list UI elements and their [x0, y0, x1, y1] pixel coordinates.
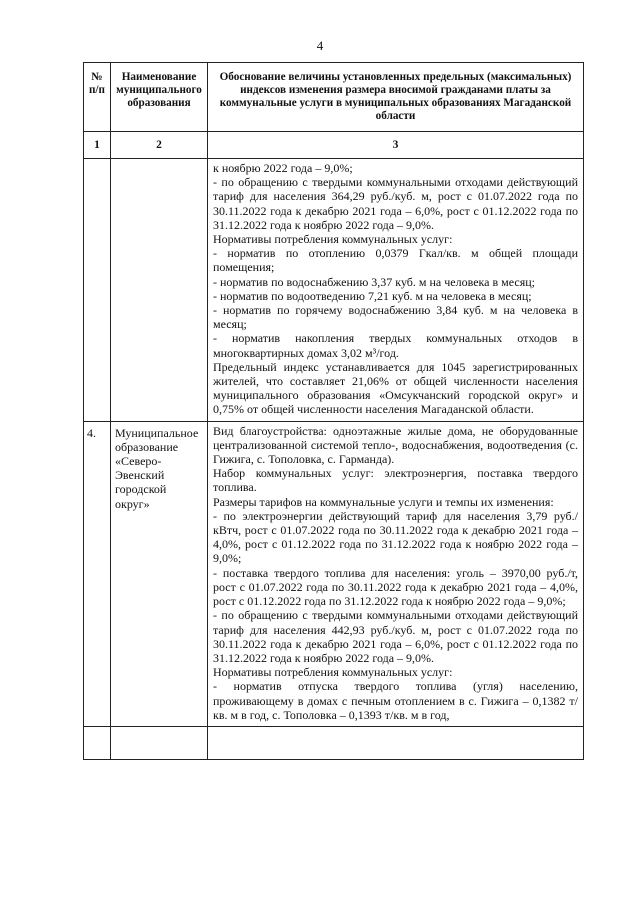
row-number: 4.	[84, 421, 111, 726]
table-row-3-continuation	[84, 159, 584, 422]
justification-cell	[208, 159, 584, 422]
header-justification: Обоснование величины установленных предельных (максимальных) индексов изменения размера вносимой гражданами платы за коммунальные услуги в муниципальных образованиях Магаданской области	[208, 63, 584, 132]
header-municipality: Наименование муниципального образования	[111, 63, 208, 132]
paragraph: Размеры тарифов на коммунальные услуги и темпы их изменения:	[213, 494, 554, 509]
paragraph: Нормативы потребления коммунальных услуг:	[213, 665, 453, 680]
table-row-4	[84, 421, 584, 726]
paragraph: - норматив накопления твердых коммунальных отходов в многоквартирных домах 3,02 м³/год.	[213, 331, 578, 360]
page-number: 4	[316, 38, 324, 53]
row-number-cell	[84, 159, 111, 422]
paragraph: Нормативы потребления коммунальных услуг:	[213, 232, 453, 247]
paragraph: - норматив по отоплению 0,0379 Гкал/кв. м общей площади помещения;	[213, 246, 578, 275]
indices-table	[83, 62, 584, 760]
column-number-3: 3	[208, 132, 584, 159]
header-row	[84, 63, 584, 132]
column-number-2: 2	[111, 132, 208, 159]
column-number-1: 1	[84, 132, 111, 159]
paragraph: - норматив по водоснабжению 3,37 куб. м на человека в месяц;	[213, 274, 535, 289]
paragraph: Вид благоустройства: одноэтажные жилые дома, не оборудованные централизованной системой тепло-, водоснабжения, водоотведения (с. Гижига, с. Тополовка, с. Гарманда).	[213, 423, 578, 467]
municipality-cell	[111, 159, 208, 422]
paragraph: - по обращению с твердыми коммунальными отходами действующий тариф для населения 442,93 руб./куб. м, рост с 01.07.2022 года по 30.11.2022 года к декабрю 2021 года – 6,0%, рост с 01.12.2022 года по 31.12.2022 года к ноябрю 2022 года – 9,0%.	[213, 608, 578, 665]
filler-cell	[208, 726, 584, 759]
paragraph: - норматив по водоотведению 7,21 куб. м на человека в месяц;	[213, 288, 532, 303]
filler-cell	[111, 726, 208, 759]
header-num: № п/п	[84, 63, 111, 132]
column-number-row	[84, 132, 584, 159]
paragraph: Набор коммунальных услуг: электроэнергия, поставка твердого топлива.	[213, 466, 578, 495]
table-filler-row	[84, 726, 584, 759]
filler-cell	[84, 726, 111, 759]
paragraph: - норматив отпуска твердого топлива (угля) населению, проживающему в домах с печным отоплением в с. Гижига – 0,1382 т/кв. м в год, с. Тополовка – 0,1393 т/кв. м в год,	[213, 679, 578, 722]
paragraph: к ноябрю 2022 года – 9,0%;	[213, 161, 353, 175]
paragraph: Предельный индекс устанавливается для 1045 зарегистрированных жителей, что составляет 21,06% от общей численности населения муниципального образования «Омсукчанский городской округ» и 0,75% от общей численности населения Магаданской области.	[213, 359, 578, 417]
justification-cell	[208, 421, 584, 726]
paragraph: - по электроэнергии действующий тариф для населения 3,79 руб./кВтч, рост с 01.07.2022 года по 30.11.2022 года к декабрю 2021 года – 4,0%, рост с 01.12.2022 года по 31.12.2022 года к ноябрю 2022 года – 9,0%;	[213, 508, 578, 566]
paragraph: - норматив по горячему водоснабжению 3,84 куб. м на человека в месяц;	[213, 303, 578, 332]
paragraph: - по обращению с твердыми коммунальными отходами действующий тариф для населения 364,29 руб./куб. м, рост с 01.07.2022 года по 30.11.2022 года к декабрю 2021 года – 6,0%, рост с 01.12.2022 года по 31.12.2022 года к ноябрю 2022 года – 9,0%.	[213, 175, 578, 232]
paragraph: - поставка твердого топлива для населения: уголь – 3970,00 руб./т, рост с 01.07.2022 года по 30.11.2022 года к декабрю 2021 года – 4,0%, рост с 01.12.2022 года по 31.12.2022 года к ноябрю 2022 года – 9,0%;	[213, 565, 578, 609]
municipality-name: Муниципальное образование «Северо-Эвенский городской округ»	[111, 421, 208, 726]
